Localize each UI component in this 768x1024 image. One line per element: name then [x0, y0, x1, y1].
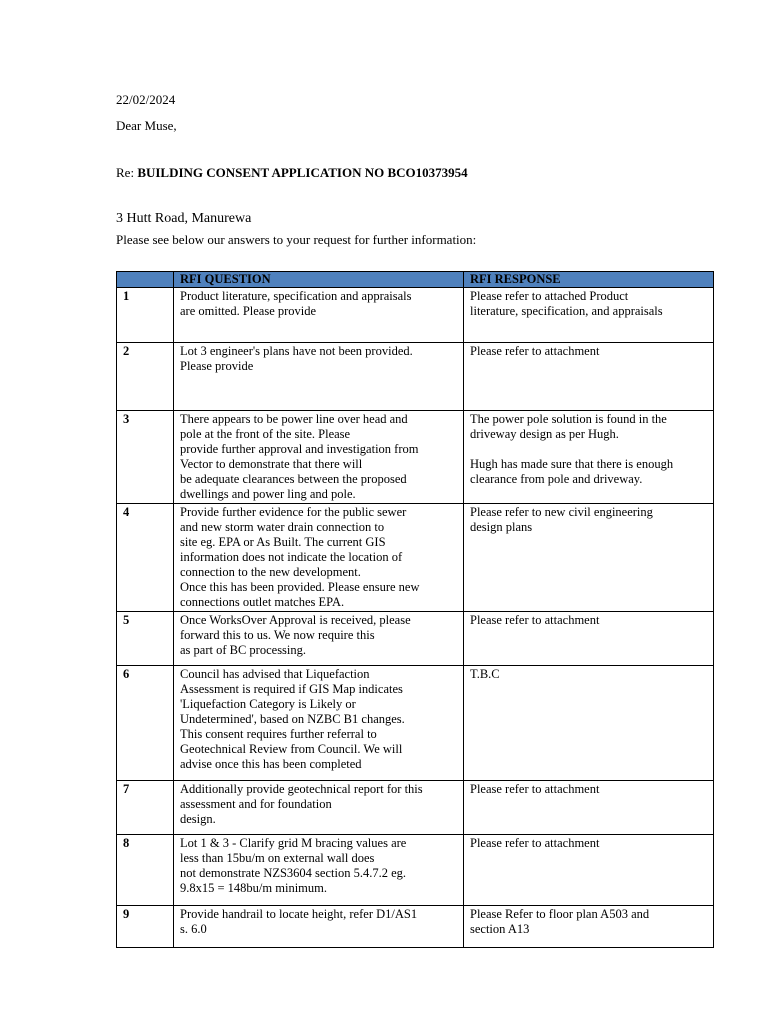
- question-text-line: forward this to us. We now require this: [180, 628, 375, 642]
- response-cell: [464, 411, 714, 504]
- question-text-line: Assessment is required if GIS Map indicates: [180, 682, 403, 696]
- question-text-line: Geotechnical Review from Council. We will: [180, 742, 403, 756]
- response-cell: [464, 612, 714, 666]
- question-cell: [174, 612, 464, 666]
- header-number: [117, 272, 174, 288]
- question-text-line: Vector to demonstrate that there will: [180, 457, 363, 471]
- table-row: [117, 612, 714, 666]
- table-row: [117, 781, 714, 835]
- subject-title: BUILDING CONSENT APPLICATION NO BCO10373954: [137, 165, 468, 180]
- question-text-line: site eg. EPA or As Built. The current GIS: [180, 535, 386, 549]
- table-row: [117, 288, 714, 343]
- question-text-line: s. 6.0: [180, 922, 207, 936]
- table-row: [117, 411, 714, 504]
- question-text-line: Lot 1 & 3 - Clarify grid M bracing values are: [180, 836, 407, 850]
- question-text-line: Lot 3 engineer's plans have not been provided.: [180, 344, 413, 358]
- response-text-line: Please Refer to floor plan A503 and: [470, 907, 650, 921]
- question-text-line: Council has advised that Liquefaction: [180, 667, 370, 681]
- question-text-line: Additionally provide geotechnical report for this: [180, 782, 423, 796]
- rfi-table: [116, 271, 714, 948]
- response-text-line: Please refer to attachment: [470, 836, 600, 850]
- question-text-line: provide further approval and investigation from: [180, 442, 419, 456]
- question-text-line: pole at the front of the site. Please: [180, 427, 351, 441]
- row-number: 3: [117, 411, 174, 504]
- table-row: [117, 504, 714, 612]
- table-row: [117, 666, 714, 781]
- row-number: 9: [117, 906, 174, 948]
- response-text-line: Please refer to attached Product: [470, 289, 629, 303]
- subject-prefix: Re:: [116, 165, 138, 180]
- subject-line: [116, 165, 468, 181]
- header-response: RFI RESPONSE: [464, 272, 714, 288]
- question-text-line: There appears to be power line over head and: [180, 412, 408, 426]
- response-cell: [464, 781, 714, 835]
- response-text-line: clearance from pole and driveway.: [470, 472, 643, 486]
- response-text-line: section A13: [470, 922, 530, 936]
- site-address: 3 Hutt Road, Manurewa: [116, 211, 252, 226]
- table-row: [117, 835, 714, 906]
- response-text-line: Please refer to new civil engineering: [470, 505, 653, 519]
- intro-paragraph: Please see below our answers to your request for further information:: [116, 232, 477, 247]
- row-number: 5: [117, 612, 174, 666]
- question-text-line: Once WorksOver Approval is received, please: [180, 613, 411, 627]
- response-text-line: The power pole solution is found in the: [470, 412, 667, 426]
- row-number: 1: [117, 288, 174, 343]
- question-text-line: 'Liquefaction Category is Likely or: [180, 697, 356, 711]
- response-cell: [464, 504, 714, 612]
- question-text-line: be adequate clearances between the proposed: [180, 472, 407, 486]
- header-question: RFI QUESTION: [174, 272, 464, 288]
- row-number: 4: [117, 504, 174, 612]
- question-text-line: advise once this has been completed: [180, 757, 362, 771]
- row-number: 6: [117, 666, 174, 781]
- response-text-line: Please refer to attachment: [470, 782, 600, 796]
- response-cell: [464, 906, 714, 948]
- question-text-line: Provide further evidence for the public sewer: [180, 505, 407, 519]
- response-cell: [464, 343, 714, 411]
- question-cell: [174, 835, 464, 906]
- question-text-line: as part of BC processing.: [180, 643, 307, 657]
- salutation: Dear Muse,: [116, 118, 177, 133]
- letter-date: 22/02/2024: [116, 92, 176, 107]
- question-text-line: connections outlet matches EPA.: [180, 595, 345, 609]
- table-header-row: [117, 272, 714, 288]
- response-text-line: literature, specification, and appraisals: [470, 304, 663, 318]
- question-text-line: and new storm water drain connection to: [180, 520, 385, 534]
- question-text-line: not demonstrate NZS3604 section 5.4.7.2 eg.: [180, 866, 407, 880]
- question-cell: [174, 411, 464, 504]
- question-text-line: connection to the new development.: [180, 565, 361, 579]
- question-text-line: less than 15bu/m on external wall does: [180, 851, 375, 865]
- response-text-line: T.B.C: [470, 667, 500, 681]
- question-text-line: Product literature, specification and appraisals: [180, 289, 412, 303]
- question-cell: [174, 906, 464, 948]
- question-text-line: dwellings and power ling and pole.: [180, 487, 356, 501]
- question-cell: [174, 343, 464, 411]
- question-text-line: Undetermined', based on NZBC B1 changes.: [180, 712, 405, 726]
- table-row: [117, 343, 714, 411]
- rfi-table-body: [117, 288, 714, 948]
- question-text-line: information does not indicate the location of: [180, 550, 403, 564]
- paragraph-gap: [470, 442, 707, 457]
- row-number: 2: [117, 343, 174, 411]
- question-text-line: This consent requires further referral to: [180, 727, 377, 741]
- question-cell: [174, 781, 464, 835]
- question-text-line: design.: [180, 812, 216, 826]
- question-text-line: Provide handrail to locate height, refer D1/AS1: [180, 907, 418, 921]
- question-text-line: 9.8x15 = 148bu/m minimum.: [180, 881, 327, 895]
- question-text-line: assessment and for foundation: [180, 797, 332, 811]
- row-number: 7: [117, 781, 174, 835]
- response-text-line: driveway design as per Hugh.: [470, 427, 619, 441]
- row-number: 8: [117, 835, 174, 906]
- question-cell: [174, 288, 464, 343]
- question-cell: [174, 666, 464, 781]
- question-text-line: Once this has been provided. Please ensure new: [180, 580, 420, 594]
- response-text-line: Please refer to attachment: [470, 344, 600, 358]
- response-text-line: Please refer to attachment: [470, 613, 600, 627]
- response-cell: [464, 835, 714, 906]
- question-cell: [174, 504, 464, 612]
- response-cell: [464, 666, 714, 781]
- question-text-line: are omitted. Please provide: [180, 304, 317, 318]
- question-text-line: Please provide: [180, 359, 254, 373]
- table-row: [117, 906, 714, 948]
- response-text-line: design plans: [470, 520, 533, 534]
- response-text-line: Hugh has made sure that there is enough: [470, 457, 674, 471]
- response-cell: [464, 288, 714, 343]
